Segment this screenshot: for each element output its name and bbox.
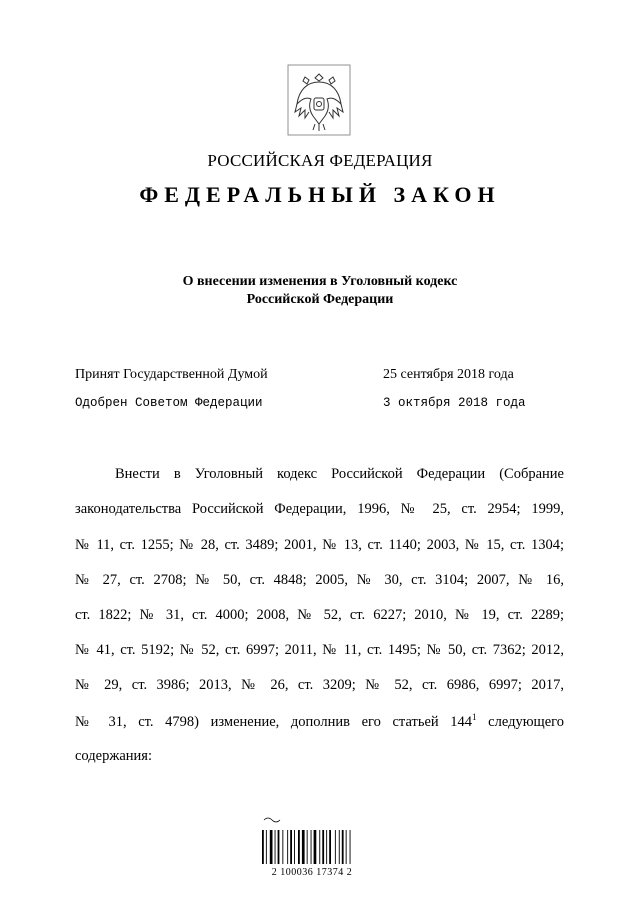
barcode-bar	[311, 830, 312, 864]
law-title	[0, 273, 640, 309]
body-line-text-end: следующего	[476, 713, 564, 730]
barcode-bar	[275, 830, 276, 864]
barcode-bar	[294, 830, 295, 864]
barcode-bar	[262, 830, 264, 864]
body-line: № 29, ст. 3986; 2013, № 26, ст. 3209; № 52, ст. 6986, 6997; 2017,	[75, 677, 564, 693]
barcode-bar	[346, 830, 347, 864]
body-line: № 27, ст. 2708; № 50, ст. 4848; 2005, № 30, ст. 3104; 2007, № 16,	[75, 572, 564, 588]
duma-adoption-label: Принят Государственной Думой	[75, 367, 268, 382]
body-line: ст. 1822; № 31, ст. 4000; 2008, № 52, ст. 6227; 2010, № 19, ст. 2289;	[75, 607, 564, 623]
law-title-line-2: Российской Федерации	[246, 292, 394, 307]
barcode-bar	[322, 830, 324, 864]
document-type-heading: ФЕДЕРАЛЬНЫЙ ЗАКОН	[139, 182, 501, 207]
barcode-bar	[350, 830, 351, 864]
barcode-bar	[335, 830, 336, 864]
barcode-bar	[314, 830, 317, 864]
barcode-bar	[290, 830, 292, 864]
body-line: Внести в Уголовный кодекс Российской Федерации (Собрание	[115, 466, 564, 482]
barcode-bar	[278, 830, 280, 864]
barcode-bar	[307, 830, 308, 864]
council-approval-label: Одобрен Советом Федерации	[75, 396, 263, 410]
barcode-bar	[287, 830, 288, 864]
article-superscript: 1	[472, 712, 477, 722]
barcode-number: 2 100036 17374 2	[271, 867, 353, 878]
council-approval-date: 3 октября 2018 года	[383, 396, 526, 410]
barcode-bar	[302, 830, 305, 864]
law-title-line-1: О внесении изменения в Уголовный кодекс	[182, 274, 458, 289]
body-line: № 41, ст. 5192; № 52, ст. 6997; 2011, № 11, ст. 1495; № 50, ст. 7362; 2012,	[75, 642, 564, 658]
barcode-bar	[266, 830, 267, 864]
body-line: законодательства Российской Федерации, 1996, № 25, ст. 2954; 1999,	[75, 501, 564, 517]
body-line: № 11, ст. 1255; № 28, ст. 3489; 2001, № 13, ст. 1140; 2003, № 15, ст. 1304;	[75, 537, 564, 553]
body-line-text: № 31, ст. 4798) изменение, дополнив его статьей 144	[75, 713, 473, 730]
signature-mark	[264, 818, 280, 822]
body-line	[75, 712, 564, 731]
barcode-bar	[282, 830, 283, 864]
body-line: содержания:	[75, 748, 153, 764]
barcode-bar	[339, 830, 340, 864]
barcode-bar	[298, 830, 300, 864]
duma-adoption-date: 25 сентября 2018 года	[383, 367, 514, 382]
barcode-bar	[329, 830, 331, 864]
barcode-bar	[270, 830, 273, 864]
barcode-bar	[319, 830, 320, 864]
barcode-bar	[326, 830, 327, 864]
coat-of-arms-emblem	[287, 64, 351, 136]
barcode-bar	[342, 830, 344, 864]
country-heading: РОССИЙСКАЯ ФЕДЕРАЦИЯ	[207, 151, 433, 170]
